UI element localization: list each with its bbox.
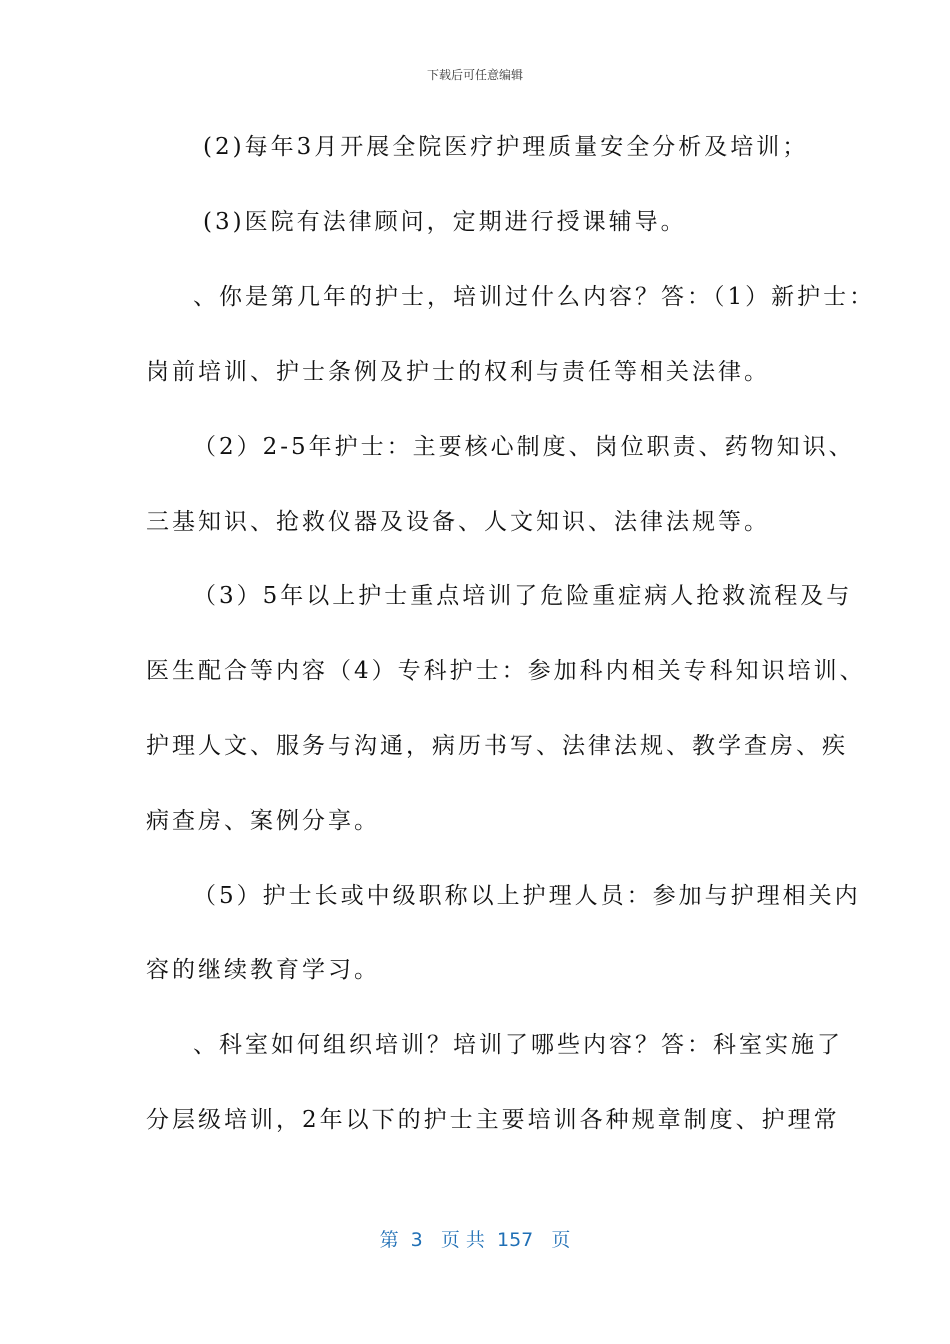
paragraph-line: 分层级培训，2年以下的护士主要培训各种规章制度、护理常: [146, 1107, 840, 1133]
paragraph-line: (3)医院有法律顾问，定期进行授课辅导。: [203, 209, 687, 235]
paragraph-line: (2)每年3月开展全院医疗护理质量安全分析及培训；: [203, 134, 809, 160]
page-number-footer: 第 3 页 共 157 页: [379, 1229, 571, 1251]
page-header: 下载后可任意编辑: [426, 68, 523, 82]
paragraph-line: 三基知识、抢救仪器及设备、人文知识、法律法规等。: [146, 509, 770, 535]
paragraph-line: （3）5年以上护士重点培训了危险重症病人抢救流程及与: [193, 583, 853, 609]
paragraph-line: 、科室如何组织培训？培训了哪些内容？答：科室实施了: [193, 1032, 843, 1058]
paragraph-line: （5）护士长或中级职称以上护理人员：参加与护理相关内: [193, 883, 861, 909]
paragraph-line: 病查房、案例分享。: [146, 808, 380, 834]
paragraph-line: 、你是第几年的护士，培训过什么内容？答：（1）新护士：: [193, 284, 876, 310]
paragraph-line: 医生配合等内容（4）专科护士：参加科内相关专科知识培训、: [146, 658, 866, 684]
paragraph-line: 容的继续教育学习。: [146, 957, 380, 983]
paragraph-line: 岗前培训、护士条例及护士的权利与责任等相关法律。: [146, 359, 770, 385]
paragraph-line: 护理人文、服务与沟通，病历书写、法律法规、教学查房、疾: [146, 733, 848, 759]
paragraph-line: （2）2-5年护士：主要核心制度、岗位职责、药物知识、: [193, 434, 855, 460]
